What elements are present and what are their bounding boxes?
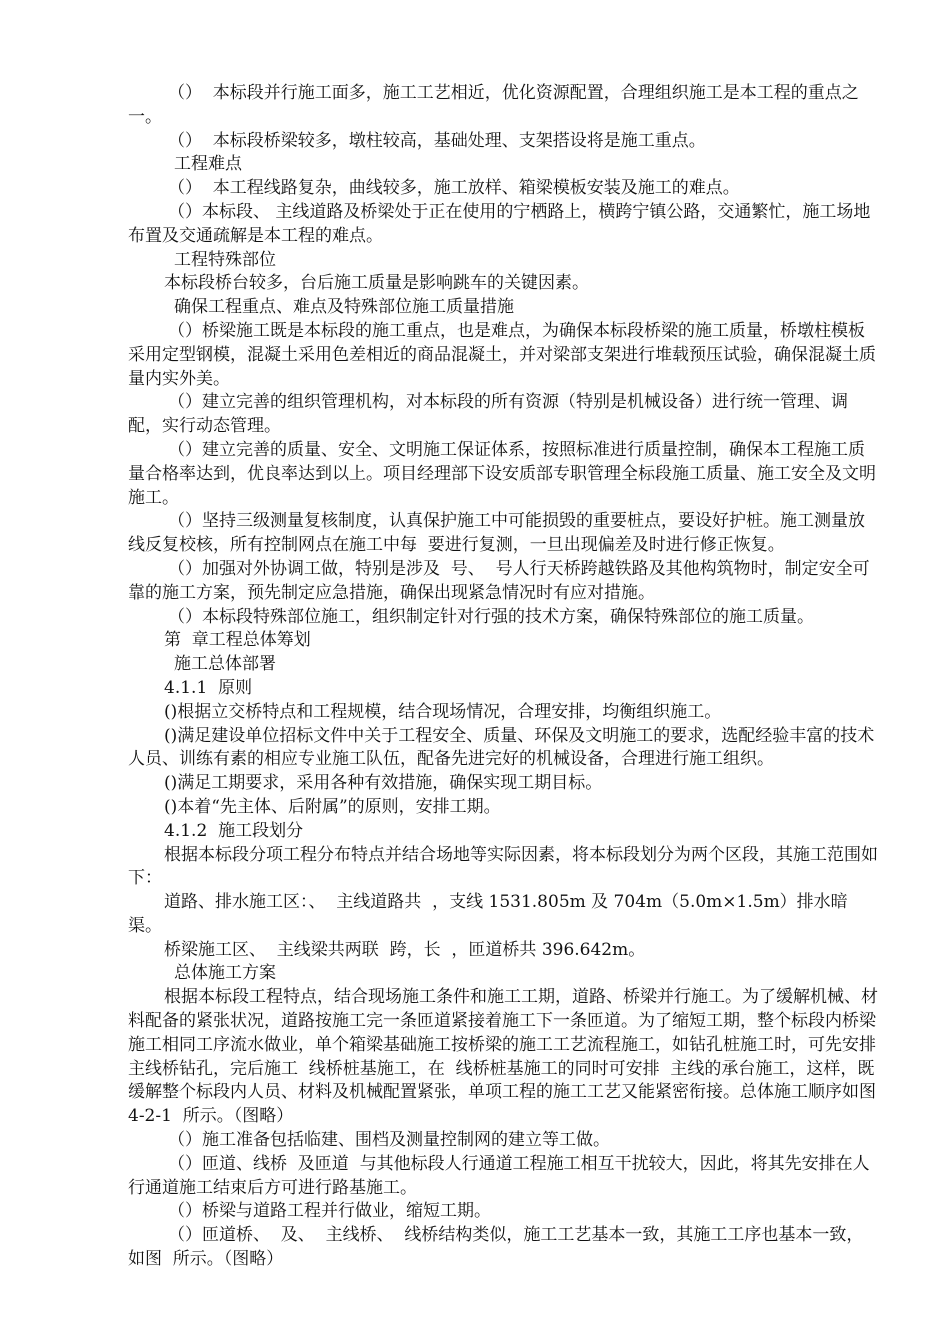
paragraph: 本标段桥台较多，台后施工质量是影响跳车的关键因素。 <box>164 273 589 294</box>
section-heading: 总体施工方案 <box>174 963 276 984</box>
paragraph: （） 本标段桥梁较多，墩柱较高，基础处理、支架搭设将是施工重点。 <box>168 130 706 151</box>
section-heading: 确保工程重点、难点及特殊部位施工质量措施 <box>174 297 514 318</box>
paragraph: ()根据立交桥特点和工程规模，结合现场情况，合理安排，均衡组织施工。 <box>164 701 722 722</box>
paragraph: ()满足工期要求，采用各种有效措施，确保实现工期目标。 <box>164 773 603 794</box>
paragraph: （）坚持三级测量复核制度，认真保护施工中可能损毁的重要桩点，要设好护桩。施工测量放线反复校核，所有控制网点在施工中每 要进行复测，一旦出现偏差及时进行修正恢复。 <box>128 511 865 556</box>
paragraph: （） 本工程线路复杂，曲线较多，施工放样、箱梁模板安装及施工的难点。 <box>168 178 740 199</box>
paragraph: （）桥梁与道路工程并行做业，缩短工期。 <box>168 1201 491 1222</box>
paragraph: （） 本标段并行施工面多，施工工艺相近，优化资源配置，合理组织施工是本工程的重点之一。 <box>128 83 859 127</box>
section-heading: 工程难点 <box>174 154 242 175</box>
subsection-heading: 4.1.1 原则 <box>164 677 253 698</box>
subsection-heading: 4.1.2 施工段划分 <box>164 820 304 841</box>
paragraph: （）施工准备包括临建、围档及测量控制网的建立等工做。 <box>168 1130 610 1151</box>
section-heading: 工程特殊部位 <box>174 249 276 270</box>
paragraph: 根据本标段分项工程分布特点并结合场地等实际因素，将本标段划分为两个区段，其施工范围如下： <box>128 844 878 889</box>
section-heading: 施工总体部署 <box>174 654 276 675</box>
paragraph: （）加强对外协调工做，特别是涉及 号、 号人行天桥跨越铁路及其他构筑物时，制定安全可靠的施工方案，预先制定应急措施，确保出现紧急情况时有应对措施。 <box>128 558 870 603</box>
paragraph: ()本着“先主体、后附属”的原则，安排工期。 <box>164 796 501 817</box>
paragraph: 道路、排水施工区：、 主线道路共 ，支线 1531.805m 及 704m（5.0m×1.5m）排水暗渠。 <box>128 892 848 936</box>
paragraph: （）建立完善的质量、安全、文明施工保证体系，按照标准进行质量控制，确保本工程施工质量合格率达到，优良率达到以上。项目经理部下设安质部专职管理全标段施工质量、施工安全及文明施工。 <box>128 439 876 508</box>
paragraph: 根据本标段工程特点，结合现场施工条件和施工工期，道路、桥梁并行施工。为了缓解机械、材料配备的紧张状况，道路按施工完一条匝道紧接着施工下一条匝道。为了缩短工期，整个标段内桥梁施工相同工序流水做业，单个箱梁基础施工按桥梁的施工工艺流程施工，如钻孔桩施工时，可先安排 主线桥钻孔，完后施工 线桥桩基施工，在 线桥桩基施工的同时可安排 主线的承台施工，这样，既缓解整个标段内人员、材料及机械配置紧张，单项工程的施工工艺又能紧密衔接。总体施工顺序如图 4-2-1 所示。（图略） <box>128 987 887 1127</box>
chapter-heading: 第 章工程总体筹划 <box>164 630 311 651</box>
paragraph: （）本标段、 主线道路及桥梁处于正在使用的宁栖路上，横跨宁镇公路，交通繁忙，施工场地布置及交通疏解是本工程的难点。 <box>128 201 871 246</box>
paragraph: （）匝道桥、 及、 主线桥、 线桥结构类似，施工工艺基本一致，其施工工序也基本一致，如图 所示。（图略） <box>128 1225 864 1270</box>
paragraph: （）匝道、线桥 及匝道 与其他标段人行通道工程施工相互干扰较大，因此，将其先安排在人行通道施工结束后方可进行路基施工。 <box>128 1153 870 1198</box>
document-page <box>128 82 887 1272</box>
paragraph: （）桥梁施工既是本标段的施工重点，也是难点，为确保本标段桥梁的施工质量，桥墩柱模板采用定型钢模，混凝土采用色差相近的商品混凝土，并对梁部支架进行堆载预压试验，确保混凝土质量内实外美。 <box>128 320 876 389</box>
paragraph: 桥梁施工区、 主线梁共两联 跨，长 ，匝道桥共 396.642m。 <box>164 939 646 960</box>
paragraph: ()满足建设单位招标文件中关于工程安全、质量、环保及文明施工的要求，选配经验丰富的技术人员、训练有素的相应专业施工队伍，配备先进完好的机械设备，合理进行施工组织。 <box>128 725 875 770</box>
paragraph: （）建立完善的组织管理机构，对本标段的所有资源（特别是机械设备）进行统一管理、调配，实行动态管理。 <box>128 392 848 437</box>
paragraph: （）本标段特殊部位施工，组织制定针对行强的技术方案，确保特殊部位的施工质量。 <box>168 606 814 627</box>
